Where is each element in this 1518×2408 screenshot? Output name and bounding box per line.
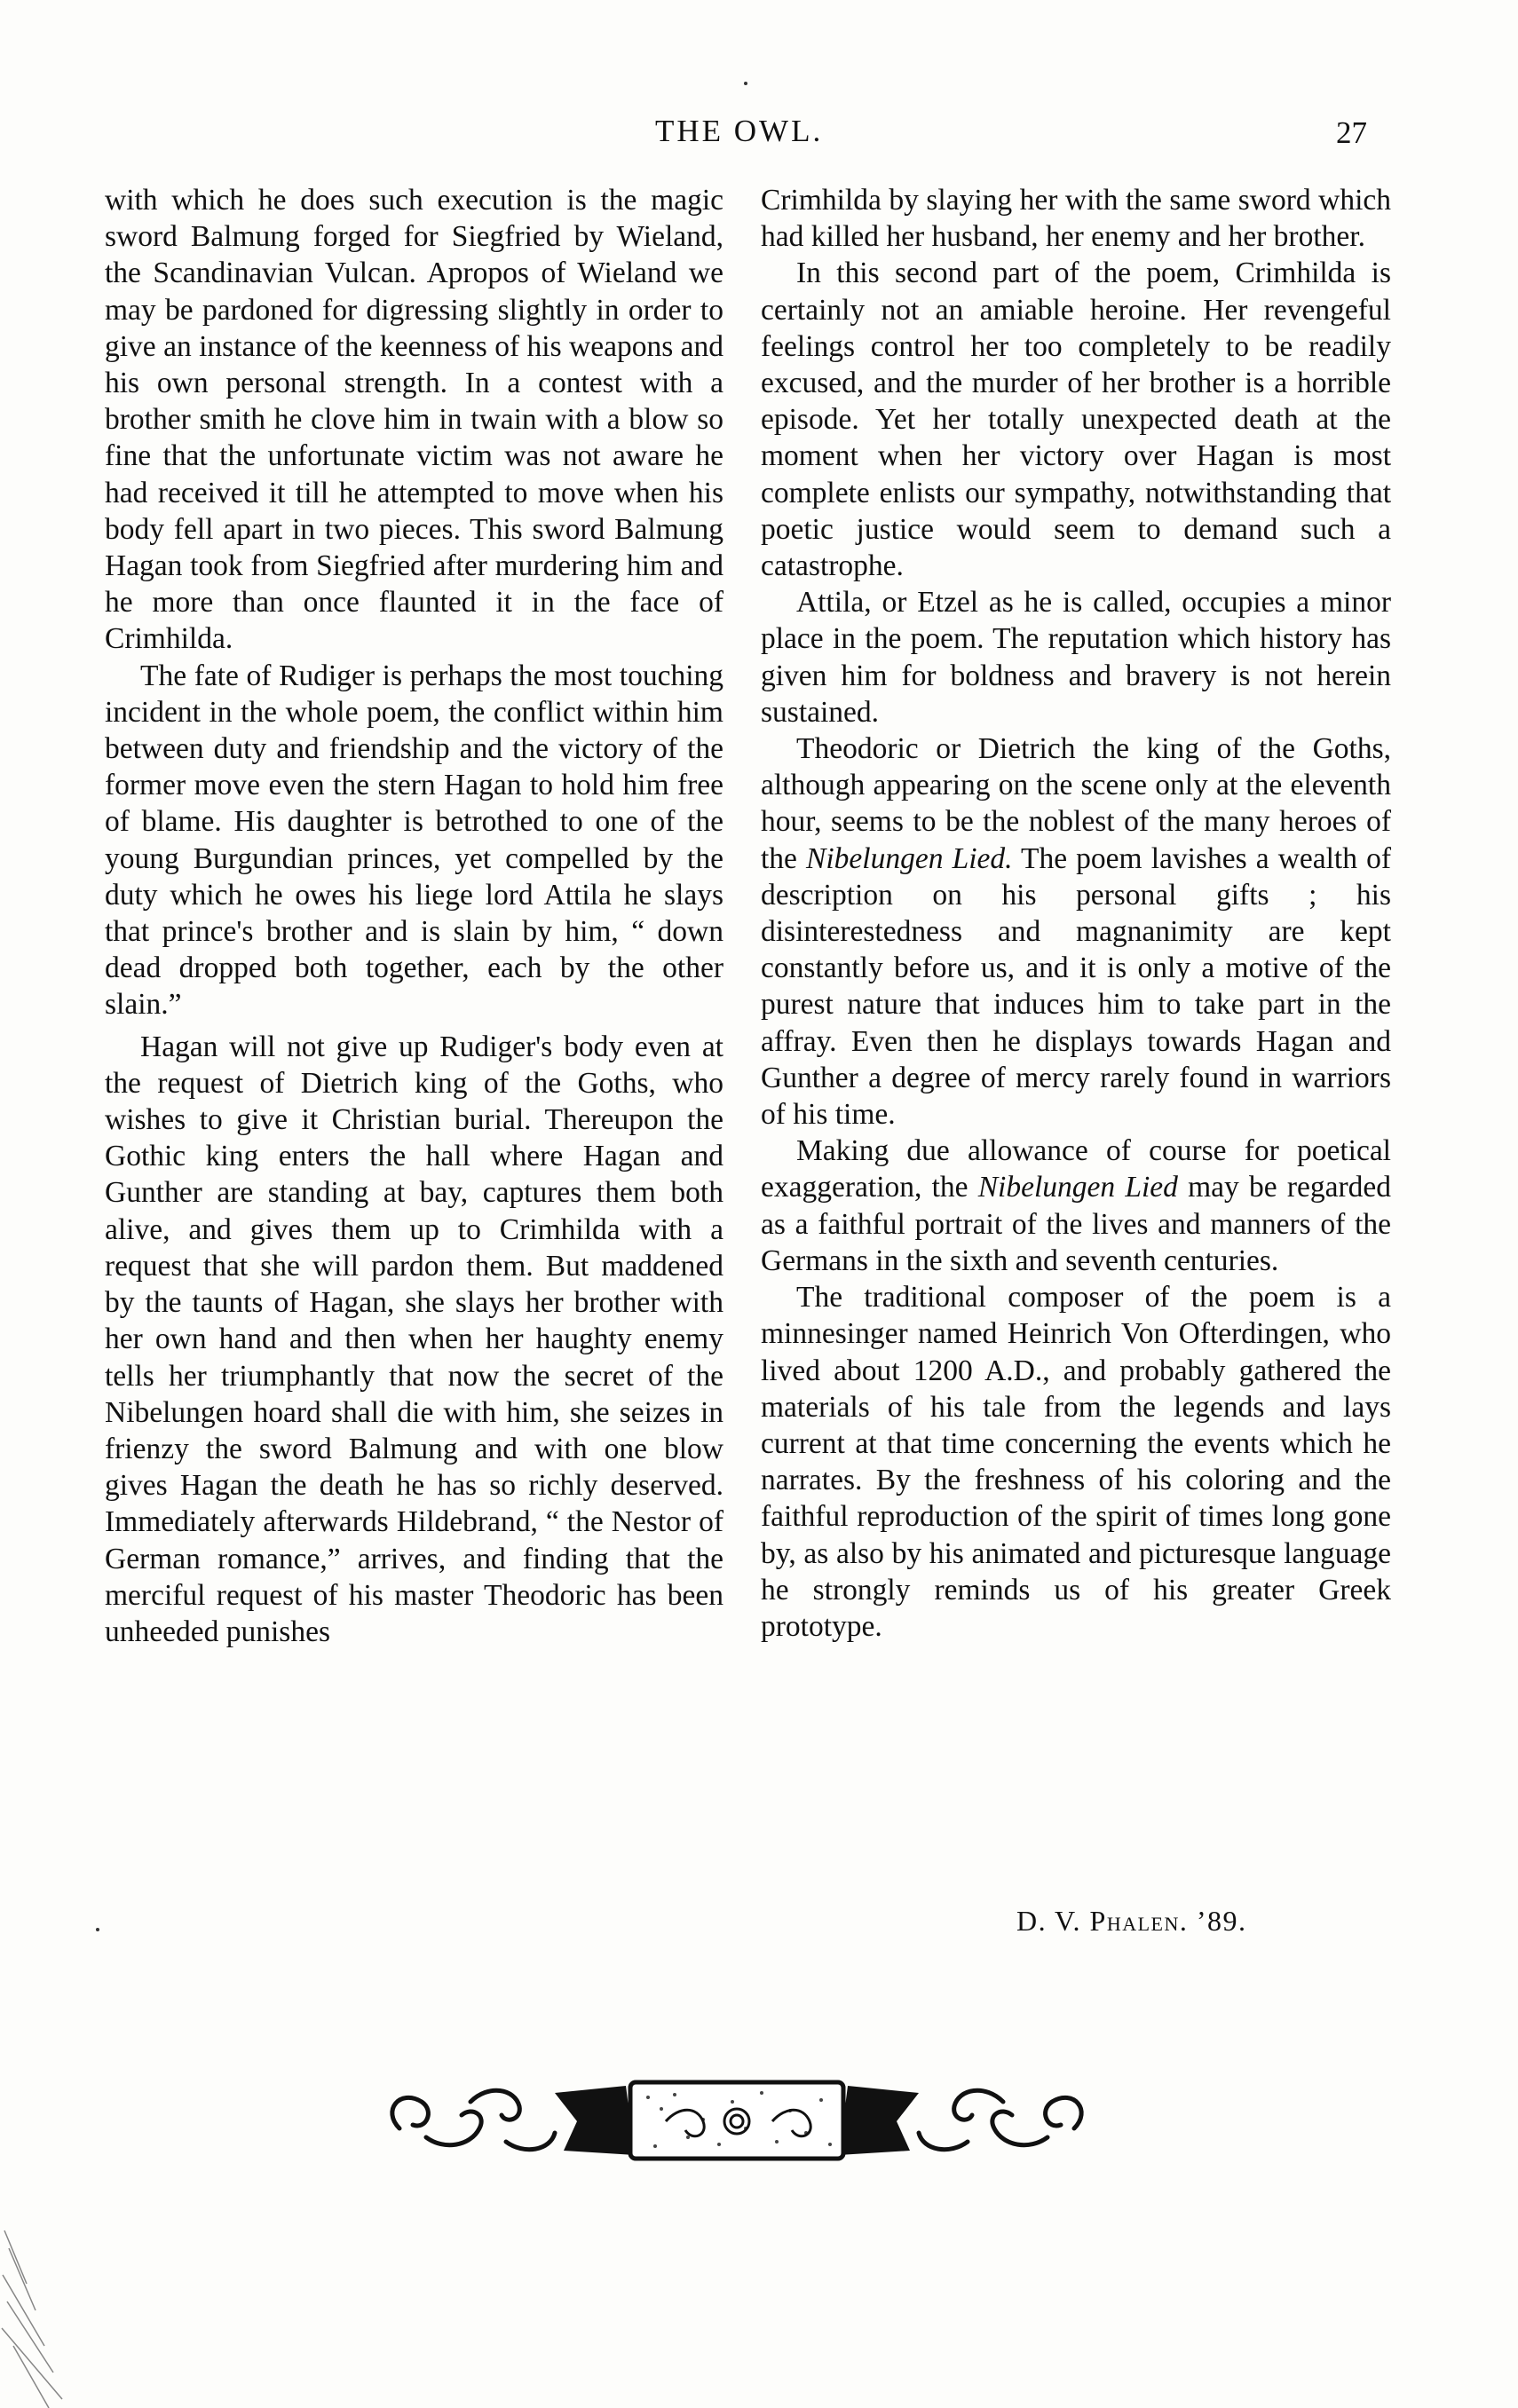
right-column <box>761 182 1391 1645</box>
running-title: THE OWL. <box>655 114 824 148</box>
print-speck <box>96 1928 99 1931</box>
right-paragraph-1: Crimhilda by slaying her with the same sword which had killed her husband, her enemy and her brother. <box>761 184 1391 254</box>
left-paragraph-1: with which he does such execution is the magic sword Balmung forged for Siegfried by Wieland, the Scandinavian Vulcan. Apropos of Wieland we may be pardoned for digressing slightly in order to give an instance of the keenness of his weapons and his own personal strength. In a contest with a brother smith he clove him in twain with a blow so fine that the unfortunate victim was not aware he had received it till he attempted to move when his body fell apart in two pieces. This sword Balmung Hagan took from Siegfried after murdering him and he more than once flaunted it in the face of Crimhilda. <box>105 184 723 656</box>
work-title-italic: Nibelungen Lied. <box>806 841 1013 875</box>
running-head <box>0 114 1518 158</box>
paragraph-text: Theodoric or Dietrich the king of the Goths, although appearing on the scene only at the eleventh hour, seems to be the noblest of the many heroes of the <box>761 732 1391 875</box>
paragraph-text: The poem lavishes a wealth of description on his personal gifts ; his disinterestedness and magnanimity are kept constantly before us, and it is only a motive of the purest nature that induces him to take part in the affray. Even then he displays towards Hagan and Gunther a degree of mercy rarely found in warriors of his time. <box>761 841 1391 1132</box>
right-paragraph-6: The traditional composer of the poem is a minnesinger named Heinrich Von Ofterdingen, who lived about 1200 A.D., and probably gathered the materials of his tale from the legends and lays current at that time concerning the events which he narrates. By the freshness of his coloring and the faithful reproduction of the spirit of times long gone by, as also by his animated and picturesque language he strongly reminds us of his greater Greek prototype. <box>761 1281 1391 1643</box>
right-paragraph-2: In this second part of the poem, Crimhilda is certainly not an amiable heroine. Her revengeful feelings control her too completely to be readily excused, and the murder of her brother is a horrible episode. Yet her totally unexpected death at the moment when her victory over Hagan is most complete enlists our sympathy, notwithstanding that poetic justice would seem to demand such a catastrophe. <box>761 257 1391 583</box>
right-paragraph-3: Attila, or Etzel as he is called, occupies a minor place in the poem. The reputation which history has given him for boldness and bravery is not herein sustained. <box>761 586 1391 729</box>
left-paragraph-3: Hagan will not give up Rudiger's body even at the request of Dietrich king of the Goths, who wishes to give it Christian burial. Thereupon the Gothic king enters the hall where Hagan and Gunther are standing at bay, captures them both alive, and gives them up to Crimhilda with a request that she will pardon them. But maddened by the taunts of Hagan, she slays her brother with her own hand and then when her haughty enemy tells her triumphantly that now the secret of the Nibelungen hoard shall die with him, she seizes in frienzy the sword Balmung and with one blow gives Hagan the death he has so richly deserved. Immediately afterwards Hildebrand, “ the Nestor of German romance,” arrives, and finding that the merciful request of his master Theodoric has been unheeded punishes <box>105 1030 723 1648</box>
left-column <box>105 182 723 1650</box>
signature-initials: D. V. <box>1016 1905 1082 1937</box>
author-signature <box>1016 1905 1247 1938</box>
page-edge-wear <box>0 2213 80 2408</box>
right-paragraph-5 <box>761 1133 1391 1279</box>
scroll-flourish-icon <box>373 2066 1101 2173</box>
work-title-italic: Nibelungen Lied <box>977 1171 1178 1204</box>
page-number: 27 <box>1336 115 1367 150</box>
signature-surname: Phalen. <box>1089 1905 1189 1937</box>
paragraph-text: may be regarded as a faithful portrait of the lives and manners of the Germans in the sixth and seventh centuries. <box>761 1171 1391 1277</box>
left-paragraph-2: The fate of Rudiger is perhaps the most touching incident in the whole poem, the conflict within him between duty and friendship and the victory of the former move even the stern Hagan to hold him free of blame. His daughter is betrothed to one of the young Burgundian princes, yet compelled by the duty which he owes his liege lord Attila he slays that prince's brother and is slain by him, “ down dead dropped both together, each by the other slain.” <box>105 659 723 1022</box>
signature-year: ’89. <box>1196 1905 1247 1937</box>
print-speck <box>744 82 747 85</box>
right-paragraph-4 <box>761 730 1391 1133</box>
paragraph-text: Making due allowance of course for poetical exaggeration, the <box>761 1134 1391 1204</box>
